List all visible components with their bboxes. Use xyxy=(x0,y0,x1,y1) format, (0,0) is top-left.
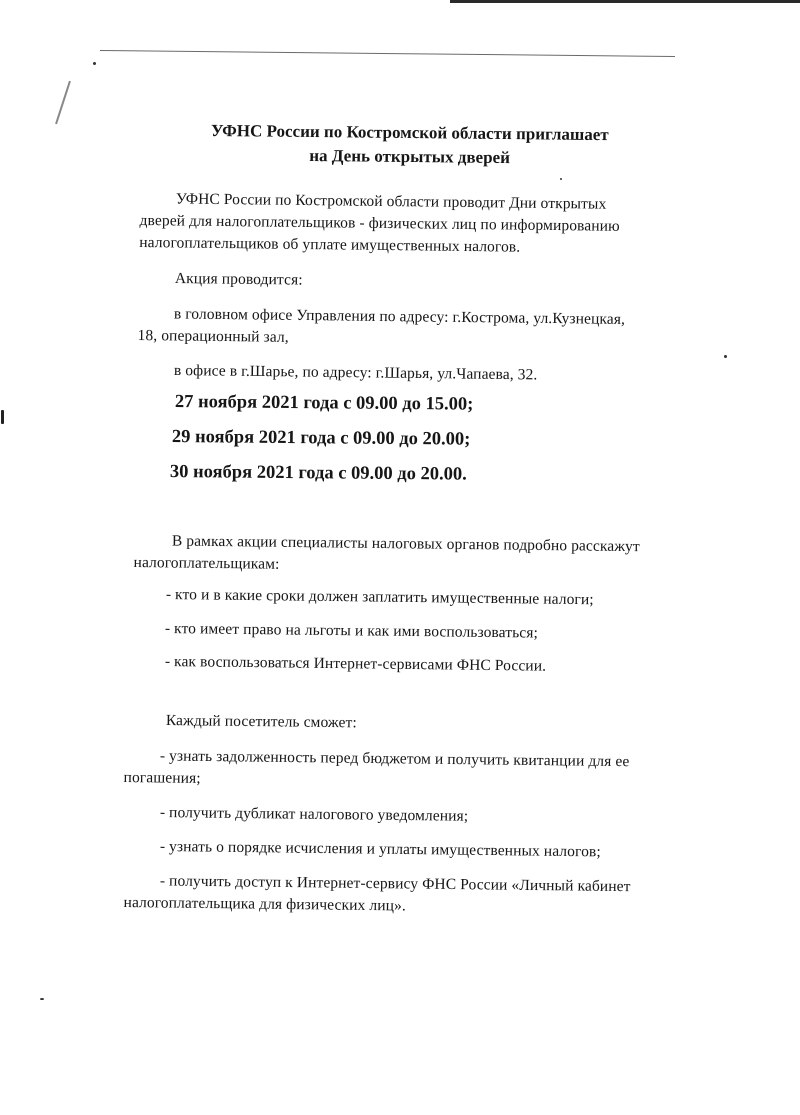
scan-artifact-top-line xyxy=(100,50,675,57)
visitor-item-debt xyxy=(123,745,703,796)
date-item-2: 29 ноября 2021 года с 09.00 до 20.00; xyxy=(171,426,471,450)
specialist-item: - кто и в какие сроки должен заплатить имущественные налоги; xyxy=(165,585,594,609)
document-title xyxy=(119,118,699,172)
visitor-item-cabinet-line-1: - получить доступ к Интернет-сервису ФНС России «Личный кабинет xyxy=(159,872,631,896)
scan-artifact-dot xyxy=(560,178,562,180)
location-main-office xyxy=(137,303,697,354)
intro-line-1: УФНС России по Костромской области проводит Дни открытых xyxy=(175,190,607,213)
title-line-1: УФНС России по Костромской области приглашает xyxy=(210,120,609,145)
date-item-1: 27 ноября 2021 года с 09.00 до 15.00; xyxy=(174,391,474,415)
location1-line-2: 18, операционный зал, xyxy=(137,326,289,346)
location1-line-1: в головном офисе Управления по адресу: г.Кострома, ул.Кузнецкая, xyxy=(173,305,626,328)
visitor-item-duplicate: - получить дубликат налогового уведомления; xyxy=(159,803,469,825)
specialists-paragraph xyxy=(133,530,703,581)
visitor-item-cabinet-line-2: налогоплательщика для физических лиц». xyxy=(123,893,406,915)
specialists-line-2: налогоплательщикам: xyxy=(133,553,280,573)
visitor-item-debt-line-1: - узнать задолженность перед бюджетом и получить квитанции для ее xyxy=(159,747,630,771)
action-label: Акция проводится: xyxy=(174,269,303,289)
intro-line-2: дверей для налогоплательщиков - физических лиц по информированию xyxy=(139,211,620,235)
scan-artifact-dot xyxy=(1,410,4,424)
visitor-item-procedure: - узнать о порядке исчисления и уплаты имущественных налогов; xyxy=(159,837,601,861)
scan-artifact-left-mark xyxy=(55,81,71,124)
specialists-line-1: В рамках акции специалисты налоговых органов подробно расскажут xyxy=(171,532,640,556)
scan-artifact-dot xyxy=(40,998,44,1000)
visitor-item-debt-line-2: погашения; xyxy=(123,768,201,787)
location-sharya-office: в офисе в г.Шарье, по адресу: г.Шарья, ул.Чапаева, 32. xyxy=(173,361,538,384)
date-item-3: 30 ноября 2021 года с 09.00 до 20.00. xyxy=(169,461,467,485)
scan-artifact-dot xyxy=(724,355,727,358)
scan-artifact-dot xyxy=(93,62,96,65)
specialist-item: - как воспользоваться Интернет-сервисами ФНС России. xyxy=(164,652,547,675)
specialist-item: - кто имеет право на льготы и как ими воспользоваться; xyxy=(164,619,539,642)
scan-artifact-top-right-edge xyxy=(450,0,800,3)
intro-line-3: налогоплательщиков об уплате имущественных налогов. xyxy=(139,233,521,256)
title-line-2: на День открытых дверей xyxy=(309,145,511,168)
intro-paragraph xyxy=(139,188,700,261)
visitor-item-personal-cabinet xyxy=(123,870,703,921)
visitor-label: Каждый посетитель сможет: xyxy=(165,711,357,732)
